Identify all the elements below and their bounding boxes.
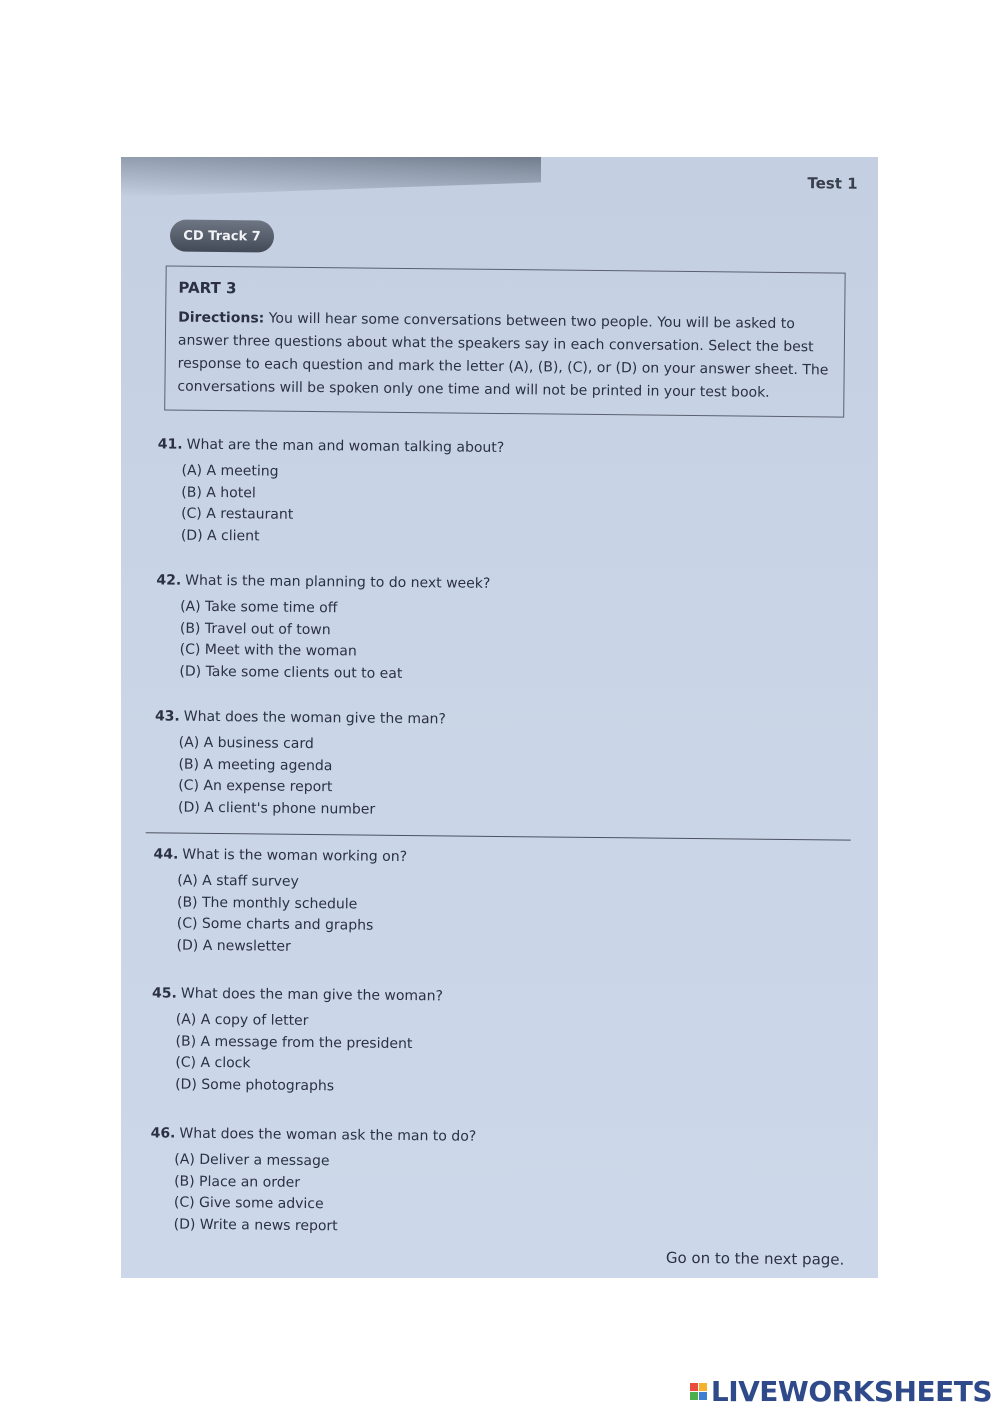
question-41: [157, 436, 758, 552]
option-list: [181, 461, 758, 553]
option-list: [175, 1010, 752, 1102]
question-number: 46.: [150, 1125, 176, 1142]
section-divider: [146, 832, 851, 840]
question-46: [150, 1125, 751, 1241]
question-44: [152, 846, 753, 962]
question-prompt: What is the man planning to do next week?: [185, 572, 491, 592]
part-title: PART 3: [178, 278, 237, 298]
brand-logo: [690, 1375, 992, 1408]
option-list: [174, 1150, 751, 1242]
option-b: (B) A hotel: [181, 484, 256, 501]
question-number: 43.: [154, 708, 180, 725]
question-prompt: What does the man give the woman?: [180, 985, 444, 1005]
directions-body: You will hear some conversations between two people. You will be asked to answer three questions about what the speakers say in each conversation. Select the best response to each question and mark the letter (A), (B), (C), or (D) on your answer sheet. The conversations will be spoken only one time and will not be printed in your test book.: [177, 310, 829, 401]
option-a: (A) A business card: [178, 734, 314, 753]
photographed-page: [121, 157, 878, 1278]
option-d: (D) Some photographs: [175, 1076, 335, 1094]
question-number: 41.: [157, 436, 183, 453]
question-text: [155, 708, 755, 730]
question-text: [151, 1125, 751, 1147]
option-list: [178, 733, 755, 825]
question-text: [152, 985, 752, 1007]
question-prompt: What does the woman give the man?: [183, 708, 446, 728]
test-label: Test 1: [807, 174, 858, 193]
page-content: [121, 157, 878, 1278]
option-b: (B) The monthly schedule: [176, 894, 358, 913]
option-a: (A) Take some time off: [180, 598, 338, 617]
option-d: (D) Take some clients out to eat: [179, 663, 403, 682]
question-text: [158, 436, 758, 458]
brand-name: LIVEWORKSHEETS: [710, 1375, 992, 1408]
option-b: (B) Place an order: [174, 1173, 301, 1191]
option-a: (A) A copy of letter: [175, 1011, 309, 1030]
option-list: [176, 871, 753, 963]
option-b: (B) A message from the president: [175, 1033, 413, 1052]
directions-label: Directions:: [178, 309, 265, 327]
option-d: (D) Write a news report: [173, 1216, 338, 1234]
question-43: [154, 708, 755, 824]
question-text: [156, 572, 756, 594]
cd-track-badge: CD Track 7: [170, 220, 274, 253]
question-prompt: What does the woman ask the man to do?: [179, 1125, 477, 1145]
question-42: [155, 572, 756, 688]
option-d: (D) A client: [180, 527, 260, 544]
option-d: (D) A client's phone number: [177, 799, 376, 818]
question-prompt: What is the woman working on?: [182, 846, 408, 866]
option-d: (D) A newsletter: [176, 937, 291, 955]
option-a: (A) Deliver a message: [174, 1151, 330, 1170]
option-list: [179, 597, 756, 689]
option-c: (C) A restaurant: [181, 505, 294, 523]
question-number: 42.: [156, 572, 182, 589]
option-c: (C) Meet with the woman: [179, 641, 357, 660]
directions-box: [164, 265, 845, 417]
option-c: (C) Some charts and graphs: [176, 915, 374, 934]
option-a: (A) A meeting: [181, 462, 279, 480]
option-c: (C) Give some advice: [173, 1194, 324, 1213]
option-c: (C) An expense report: [178, 777, 333, 796]
option-b: (B) A meeting agenda: [178, 756, 333, 774]
question-text: [153, 846, 753, 868]
next-page-note: Go on to the next page.: [665, 1248, 845, 1269]
question-prompt: What are the man and woman talking about?: [186, 436, 505, 457]
question-45: [151, 985, 752, 1101]
question-number: 45.: [152, 985, 177, 1002]
option-b: (B) Travel out of town: [179, 620, 331, 638]
question-number: 44.: [153, 846, 179, 863]
liveworksheets-logo-icon: [690, 1383, 707, 1400]
option-c: (C) A clock: [175, 1054, 251, 1072]
option-a: (A) A staff survey: [177, 872, 299, 890]
directions-text: [177, 307, 834, 406]
